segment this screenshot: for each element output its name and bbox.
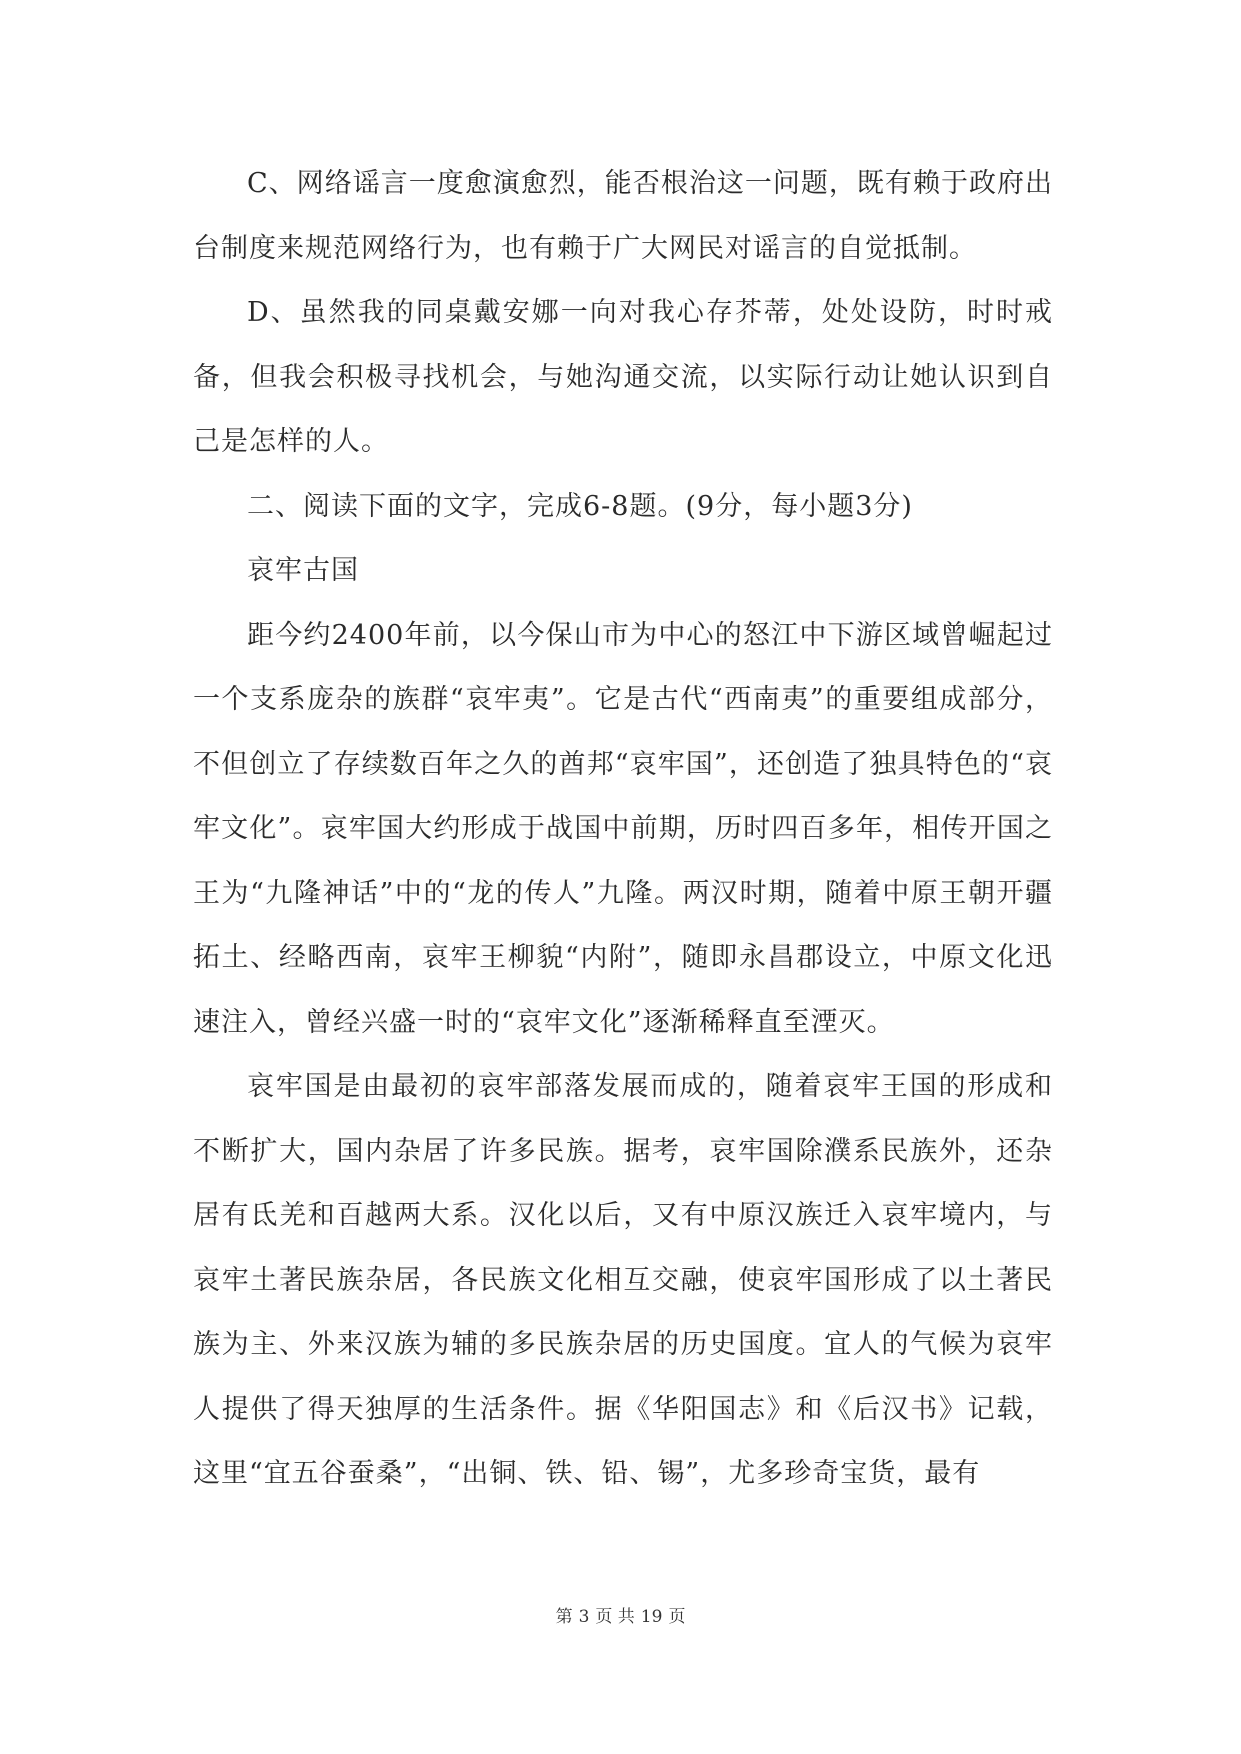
option-c-paragraph: C、网络谣言一度愈演愈烈，能否根治这一问题，既有赖于政府出台制度来规范网络行为，也有赖于广大网民对谣言的自觉抵制。	[193, 168, 1053, 264]
current-page-number: 3	[578, 1607, 590, 1627]
page-footer	[0, 1602, 1241, 1627]
footer-suffix: 页	[668, 1607, 686, 1627]
article-paragraph-2: 哀牢国是由最初的哀牢部落发展而成的，随着哀牢王国的形成和不断扩大，国内杂居了许多民族。据考，哀牢国除濮系民族外，还杂居有氐羌和百越两大系。汉化以后，又有中原汉族迁入哀牢境内，与哀牢土著民族杂居，各民族文化相互交融，使哀牢国形成了以土著民族为主、外来汉族为辅的多民族杂居的历史国度。宜人的气候为哀牢人提供了得天独厚的生活条件。据《华阳国志》和《后汉书》记载，这里“宜五谷蚕桑”，“出铜、铁、铅、锡”，尤多珍奇宝货，最有	[193, 1071, 1053, 1489]
article-paragraph-1: 距今约2400年前，以今保山市为中心的怒江中下游区域曾崛起过一个支系庞杂的族群“哀牢夷”。它是古代“西南夷”的重要组成部分，不但创立了存续数百年之久的酋邦“哀牢国”，还创造了独具特色的“哀牢文化”。哀牢国大约形成于战国中前期，历时四百多年，相传开国之王为“九隆神话”中的“龙的传人”九隆。两汉时期，随着中原王朝开疆拓土、经略西南，哀牢王柳貌“内附”，随即永昌郡设立，中原文化迅速注入，曾经兴盛一时的“哀牢文化”逐渐稀释直至湮灭。	[193, 619, 1053, 1038]
article-title: 哀牢古国	[247, 555, 359, 586]
footer-prefix: 第	[555, 1607, 573, 1627]
section-heading: 二、阅读下面的文字，完成6-8题。(9分，每小题3分)	[247, 490, 913, 522]
total-pages-number: 19	[640, 1607, 663, 1627]
footer-mid: 页 共	[595, 1607, 635, 1627]
body-text	[193, 152, 1053, 1507]
option-d-paragraph: D、虽然我的同桌戴安娜一向对我心存芥蒂，处处设防，时时戒备，但我会积极寻找机会，与她沟通交流，以实际行动让她认识到自己是怎样的人。	[193, 297, 1053, 457]
